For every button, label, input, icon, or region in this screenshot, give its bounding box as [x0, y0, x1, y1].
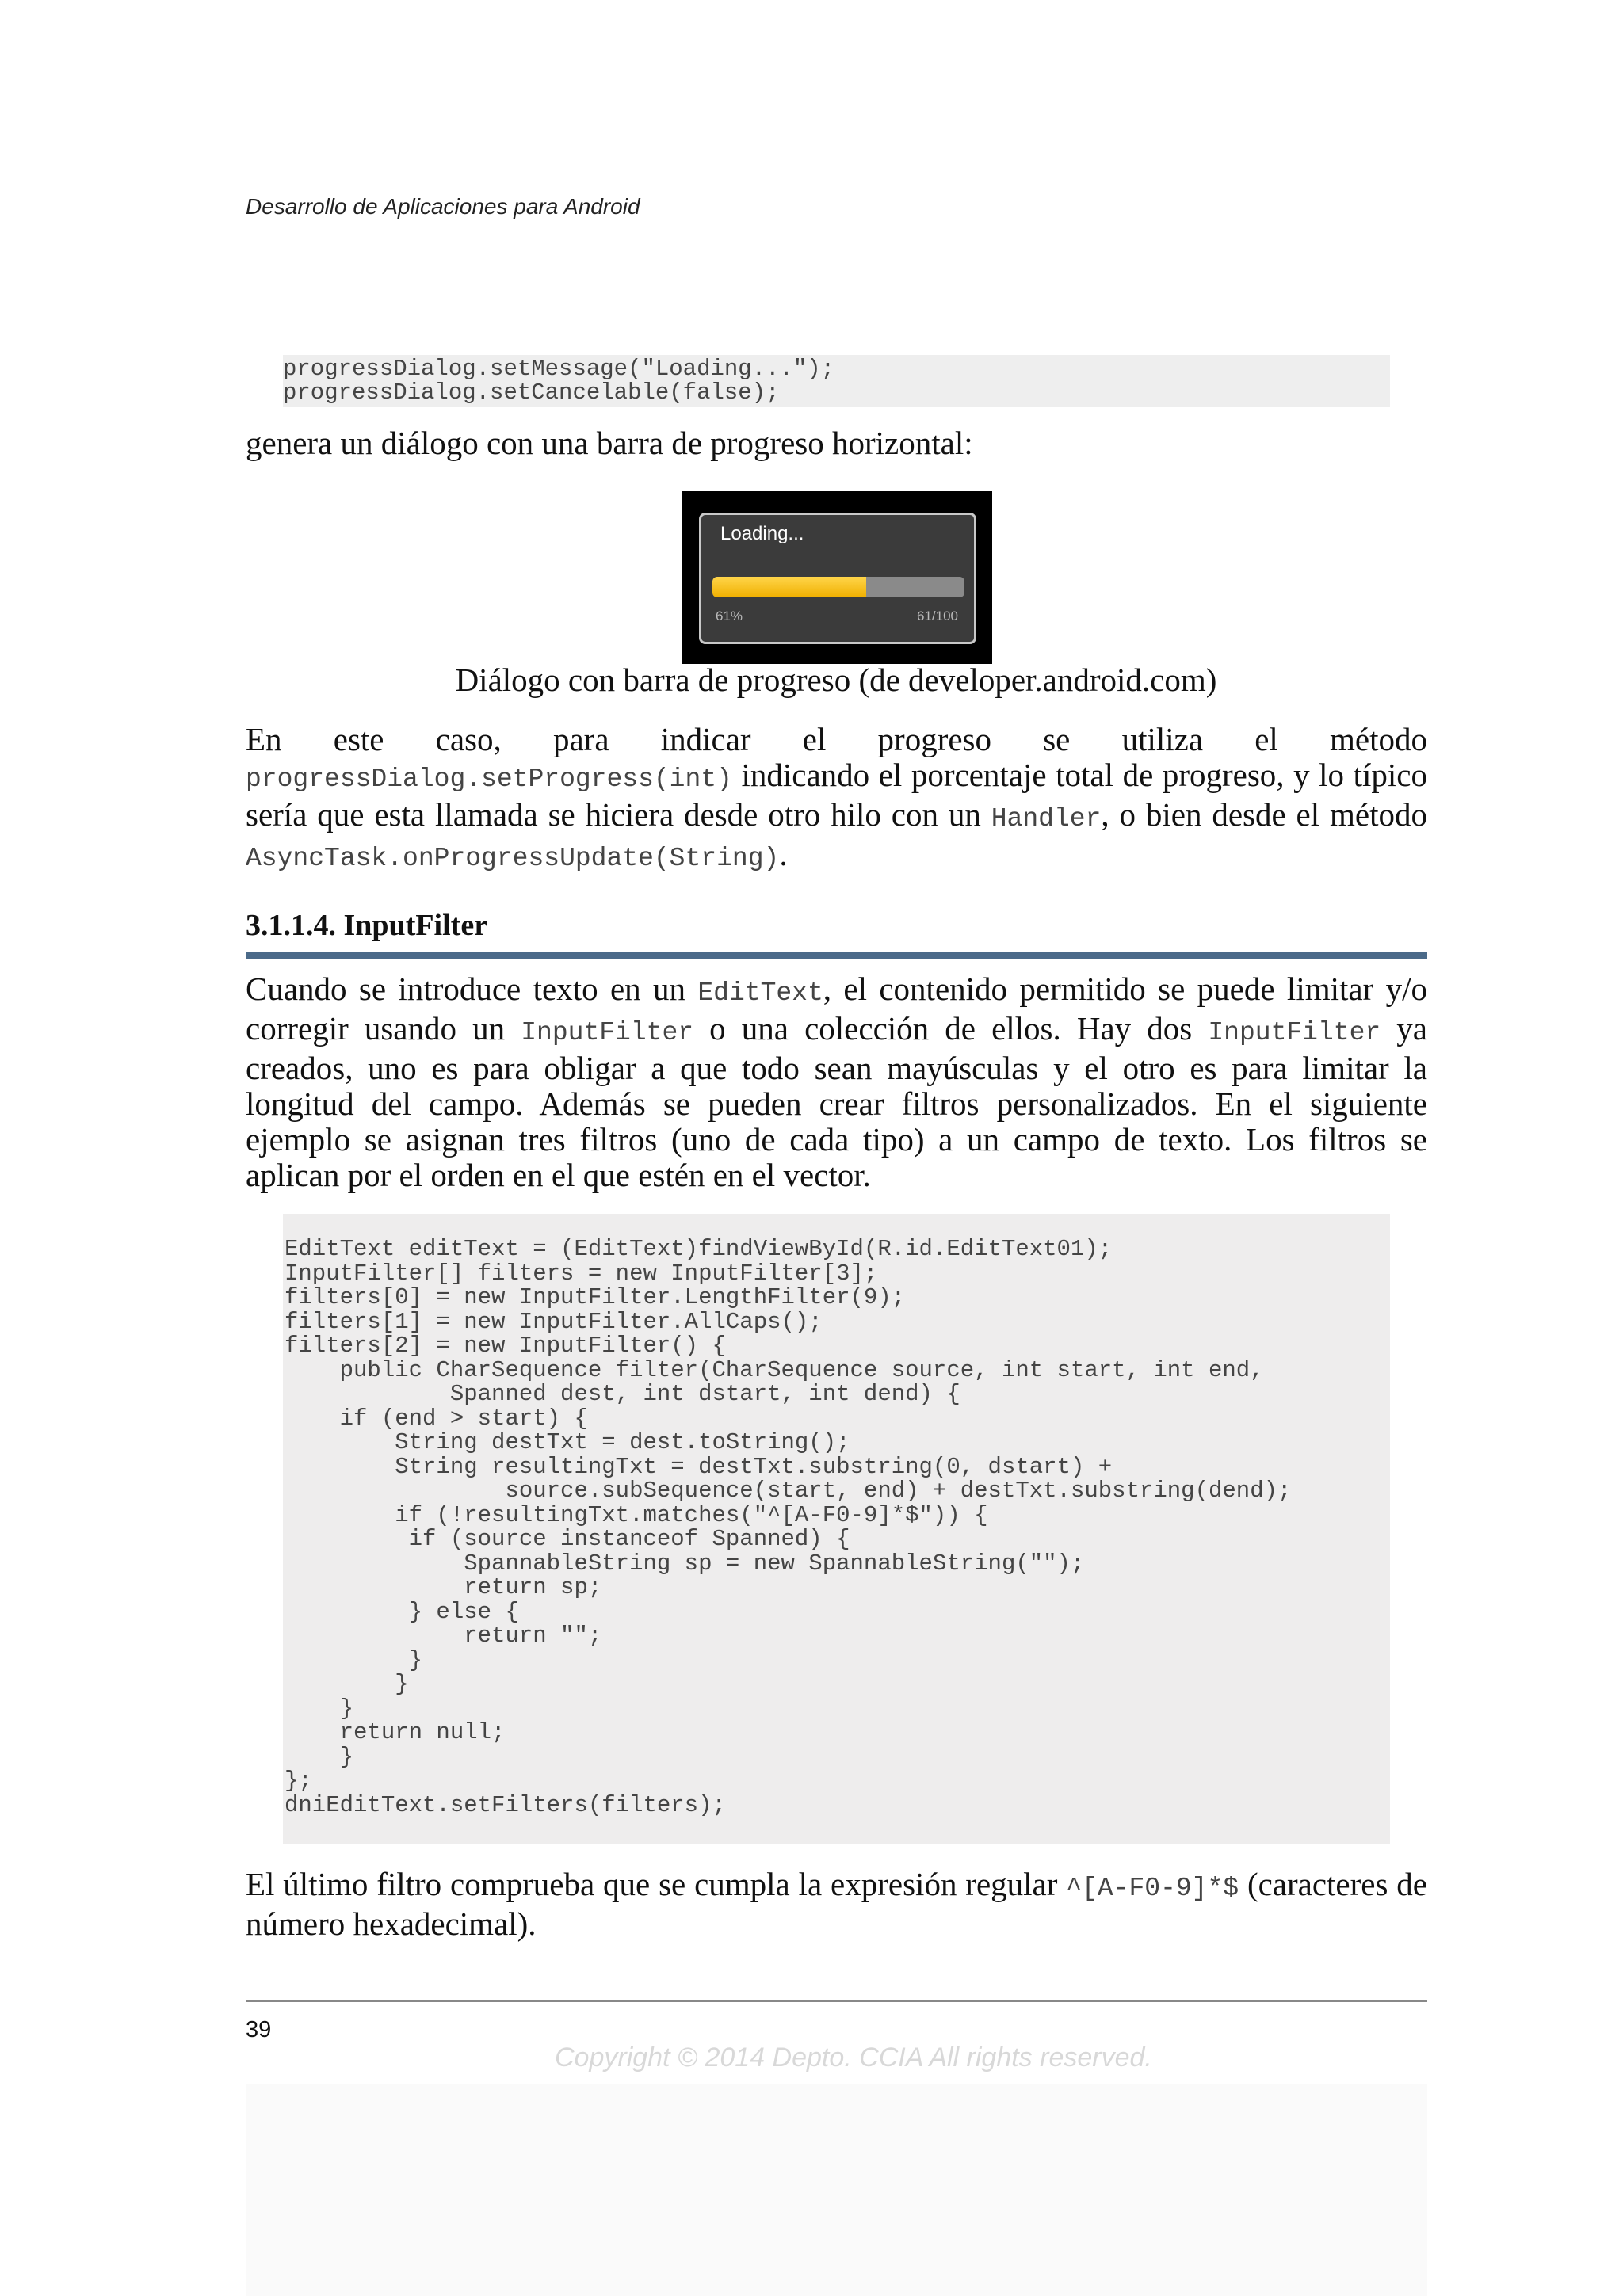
paragraph-progress	[246, 722, 1427, 876]
inline-code: EditText	[697, 978, 823, 1008]
text-run: ya creados, uno es para obligar a que todo sean mayúsculas y el otro es para limitar la longitud del campo. Además se pueden crear filtros personalizados. En el siguiente ejemplo se asignan tres filtros (uno de cada tipo) a un campo de texto. Los filtros se aplican por el orden en el que estén en el vector.	[246, 1010, 1428, 1193]
text-run: .	[779, 836, 788, 872]
code-block-progress-dialog: progressDialog.setMessage("Loading..."); progressDialog.setCancelable(false);	[283, 355, 1390, 407]
text-run: indicando el porcentaje total de progreso, y lo típico sería que esta llamada se hiciera desde otro hilo con un	[246, 757, 1427, 833]
dialog-title: Loading...	[720, 523, 804, 544]
paragraph-regex	[246, 1867, 1427, 1942]
inline-code: Handler	[991, 804, 1102, 833]
text-run: o una colección de ellos. Hay dos	[693, 1010, 1209, 1047]
progress-dialog-figure	[682, 491, 992, 664]
progress-dialog-frame	[699, 513, 976, 644]
inline-code: InputFilter	[1208, 1018, 1381, 1047]
section-heading: 3.1.1.4. InputFilter	[246, 909, 488, 942]
inline-code: progressDialog.setProgress(int)	[246, 765, 732, 794]
progress-percent-label: 61%	[716, 608, 743, 624]
code-block-inputfilter: EditText editText = (EditText)findViewById(R.id.EditText01); InputFilter[] filters = new InputFilter[3]; filters[0] = new InputFilter.LengthFilter(9); filters[1] = new InputFilter.AllCaps(); filters[2] = new InputFilter() { public CharSequence filter(CharSequence source, int start, int end, Spanned dest, int dstart, int dend) { if (end > start) { String destTxt = dest.toString(); String resultingTxt = destTxt.substring(0, dstart) + source.subSequence(start, end) + destTxt.substring(dend); if (!resultingTxt.matches("^[A-F0-9]*$")) { if (source instanceof Spanned) { SpannableString sp = new SpannableString(""); return sp; } else { return ""; } } } return null; } }; dniEditText.setFilters(filters);	[283, 1214, 1390, 1844]
copyright-notice: Copyright © 2014 Depto. CCIA All rights reserved.	[555, 2042, 1152, 2073]
paragraph-inputfilter	[246, 971, 1427, 1193]
text-run: Cuando se introduce texto en un	[246, 971, 698, 1007]
progress-bar-track	[712, 577, 964, 597]
inline-code: InputFilter	[521, 1018, 694, 1047]
running-header: Desarrollo de Aplicaciones para Android	[246, 194, 640, 219]
section-rule	[246, 952, 1427, 959]
text-run: (caracteres de número hexadecimal).	[246, 1866, 1427, 1942]
text-run: En este caso, para indicar el progreso se utiliza el método	[246, 721, 1427, 757]
footer-shade	[246, 2084, 1427, 2296]
inline-code: AsyncTask.onProgressUpdate(String)	[246, 844, 780, 873]
inline-code: ^[A-F0-9]*$	[1066, 1874, 1239, 1903]
text-run: , o bien desde el método	[1101, 796, 1427, 833]
footer-rule	[246, 2000, 1427, 2002]
intro-paragraph: genera un diálogo con una barra de progreso horizontal:	[246, 425, 973, 461]
figure-caption: Diálogo con barra de progreso (de developer.android.com)	[455, 662, 1217, 698]
progress-count-label: 61/100	[917, 608, 958, 624]
text-run: , el contenido permitido se puede limitar y/o corregir usando un	[246, 971, 1427, 1047]
text-run: El último filtro comprueba que se cumpla la expresión regular	[246, 1866, 1067, 1902]
progress-bar-fill	[712, 577, 866, 597]
page-number: 39	[246, 2017, 272, 2042]
